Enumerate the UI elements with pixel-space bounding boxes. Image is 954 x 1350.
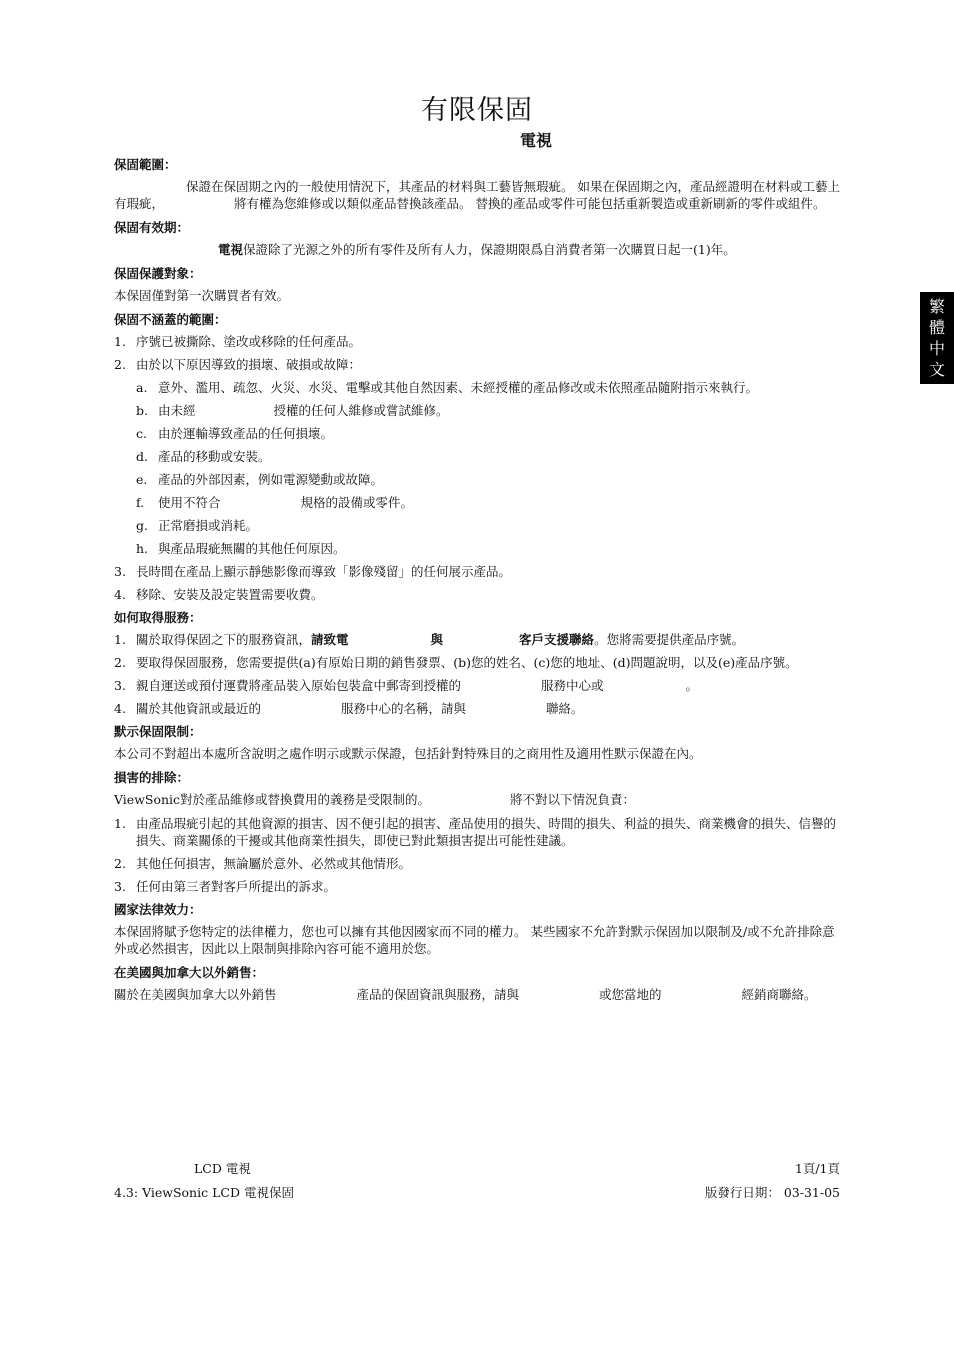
law-text: 本保固將賦予您特定的法律權力，您也可以擁有其他因國家而不同的權力。 某些國家不允許對默示保固加以限制及/或不允許排除意外或必然損害，因此以上限制與排除內容可能不適用於您。: [114, 924, 835, 956]
page-title: 有限保固: [421, 95, 533, 126]
validity-text: 電視保證除了光源之外的所有零件及所有人力，保證期限爲自消費者第一次購買日起一(1)年。: [218, 242, 736, 257]
list-item: h. 與產品瑕疵無關的其他任何原因。: [136, 541, 346, 556]
outside-heading: 在美國與加拿大以外銷售：: [114, 965, 265, 980]
service-list: [114, 631, 842, 717]
list-item: 1. 關於取得保固之下的服務資訊，請致電 與 客戶支援聯絡。您將需要提供產品序號。: [114, 632, 745, 647]
list-item: 3. 親自運送或預付運費將產品裝入原始包裝盒中郵寄到授權的 服務中心或 。: [114, 678, 699, 693]
list-item: 4. 移除、安裝及設定裝置需要收費。: [114, 587, 324, 602]
list-item: a. 意外、濫用、疏忽、火災、水災、電擊或其他自然因素、未經授權的產品修改或未依照產品隨附指示來執行。: [136, 380, 759, 395]
law-heading: 國家法律效力：: [114, 902, 202, 917]
list-item: 2. 由於以下原因導致的損壞、破損或故障： a. 意外、濫用、疏忽、火災、水災、電擊或其他自然因素、未經授權的產品修改或未依照產品隨附指示來執行。 b. 由未經 授權的任何人維修或嘗試維修。 c. 由於運輸導致產品的任何損壞。 d. 產品的移動或安裝。 e. 產品的外部因素，例如電源變動或故障。 f. 使用不符合 規格的設備或零件。 g. 正常磨損或消耗。 h. 與產品瑕疵無關的其他任何原因。: [114, 356, 842, 557]
implied-heading: 默示保固限制：: [114, 724, 202, 739]
list-item: c. 由於運輸導致產品的任何損壞。: [136, 426, 334, 441]
language-tab-char: 體: [928, 318, 945, 337]
implied-text: 本公司不對超出本處所含說明之處作明示或默示保證，包括針對特殊目的之商用性及適用性默示保證在內。: [114, 746, 702, 761]
list-item: g. 正常磨損或消耗。: [136, 518, 259, 533]
footer-release-date: 版發行日期： 03-31-05: [704, 1185, 840, 1200]
list-item: f. 使用不符合 規格的設備或零件。: [136, 495, 414, 510]
list-item: 3. 長時間在產品上顯示靜態影像而導致「影像殘留」的任何展示產品。: [114, 564, 512, 579]
language-tab-char: 繁: [928, 297, 945, 316]
validity-heading: 保固有效期：: [114, 220, 190, 235]
footer-page-number: 1頁/1頁: [794, 1161, 840, 1176]
damages-heading: 損害的排除：: [114, 770, 190, 785]
scope-heading: 保固範圍：: [114, 157, 177, 172]
list-item: 2. 要取得保固服務，您需要提供(a)有原始日期的銷售發票、(b)您的姓名、(c)您的地址、(d)問題說明，以及(e)產品序號。: [114, 655, 798, 670]
language-tab: [920, 292, 954, 384]
list-item: 1. 序號已被撕除、塗改或移除的任何產品。: [114, 334, 362, 349]
not-covered-heading: 保固不涵蓋的範圍：: [114, 312, 227, 327]
warranty-content: [114, 156, 842, 1010]
list-item: b. 由未經 授權的任何人維修或嘗試維修。: [136, 403, 449, 418]
not-covered-list: [114, 333, 842, 603]
scope-text: 保證在保固期之內的一般使用情況下，其產品的材料與工藝皆無瑕疵。 如果在保固期之內，產品經證明在材料或工藝上有瑕疵， 將有權為您維修或以類似產品替換該產品。 替換的產品或零件可能包括重新製造或重新刷新的零件或組件。: [114, 179, 840, 211]
footer-product: LCD 電視: [194, 1161, 251, 1176]
language-tab-char: 文: [928, 360, 945, 379]
damages-list: [114, 815, 842, 895]
damages-intro: ViewSonic對於產品維修或替換費用的義務是受限制的。 將不對以下情況負責：: [114, 792, 636, 807]
outside-text: 關於在美國與加拿大以外銷售 產品的保固資訊與服務，請與 或您當地的 經銷商聯絡。: [114, 987, 817, 1002]
list-item: 2. 其他任何損害，無論屬於意外、必然或其他情形。: [114, 856, 412, 871]
footer-document-title: 4.3: ViewSonic LCD 電視保固: [114, 1185, 294, 1200]
not-covered-sublist: [136, 379, 842, 557]
covered-text: 本保固僅對第一次購買者有效。: [114, 288, 290, 303]
list-item: 4. 關於其他資訊或最近的 服務中心的名稱，請與 聯絡。: [114, 701, 584, 716]
list-item: 3. 任何由第三者對客戶所提出的訴求。: [114, 879, 337, 894]
page-subtitle: 電視: [520, 131, 553, 150]
covered-heading: 保固保護對象：: [114, 266, 202, 281]
list-item: 1. 由產品瑕疵引起的其他資源的損害、因不便引起的損害、產品使用的損失、時間的損失、利益的損失、商業機會的損失、信譽的損失、商業關係的干擾或其他商業性損失，即使已對此類損害提出可能性建議。: [114, 816, 837, 848]
service-heading: 如何取得服務：: [114, 610, 202, 625]
list-item: d. 產品的移動或安裝。: [136, 449, 271, 464]
language-tab-char: 中: [928, 339, 945, 358]
list-item: e. 產品的外部因素，例如電源變動或故障。: [136, 472, 384, 487]
